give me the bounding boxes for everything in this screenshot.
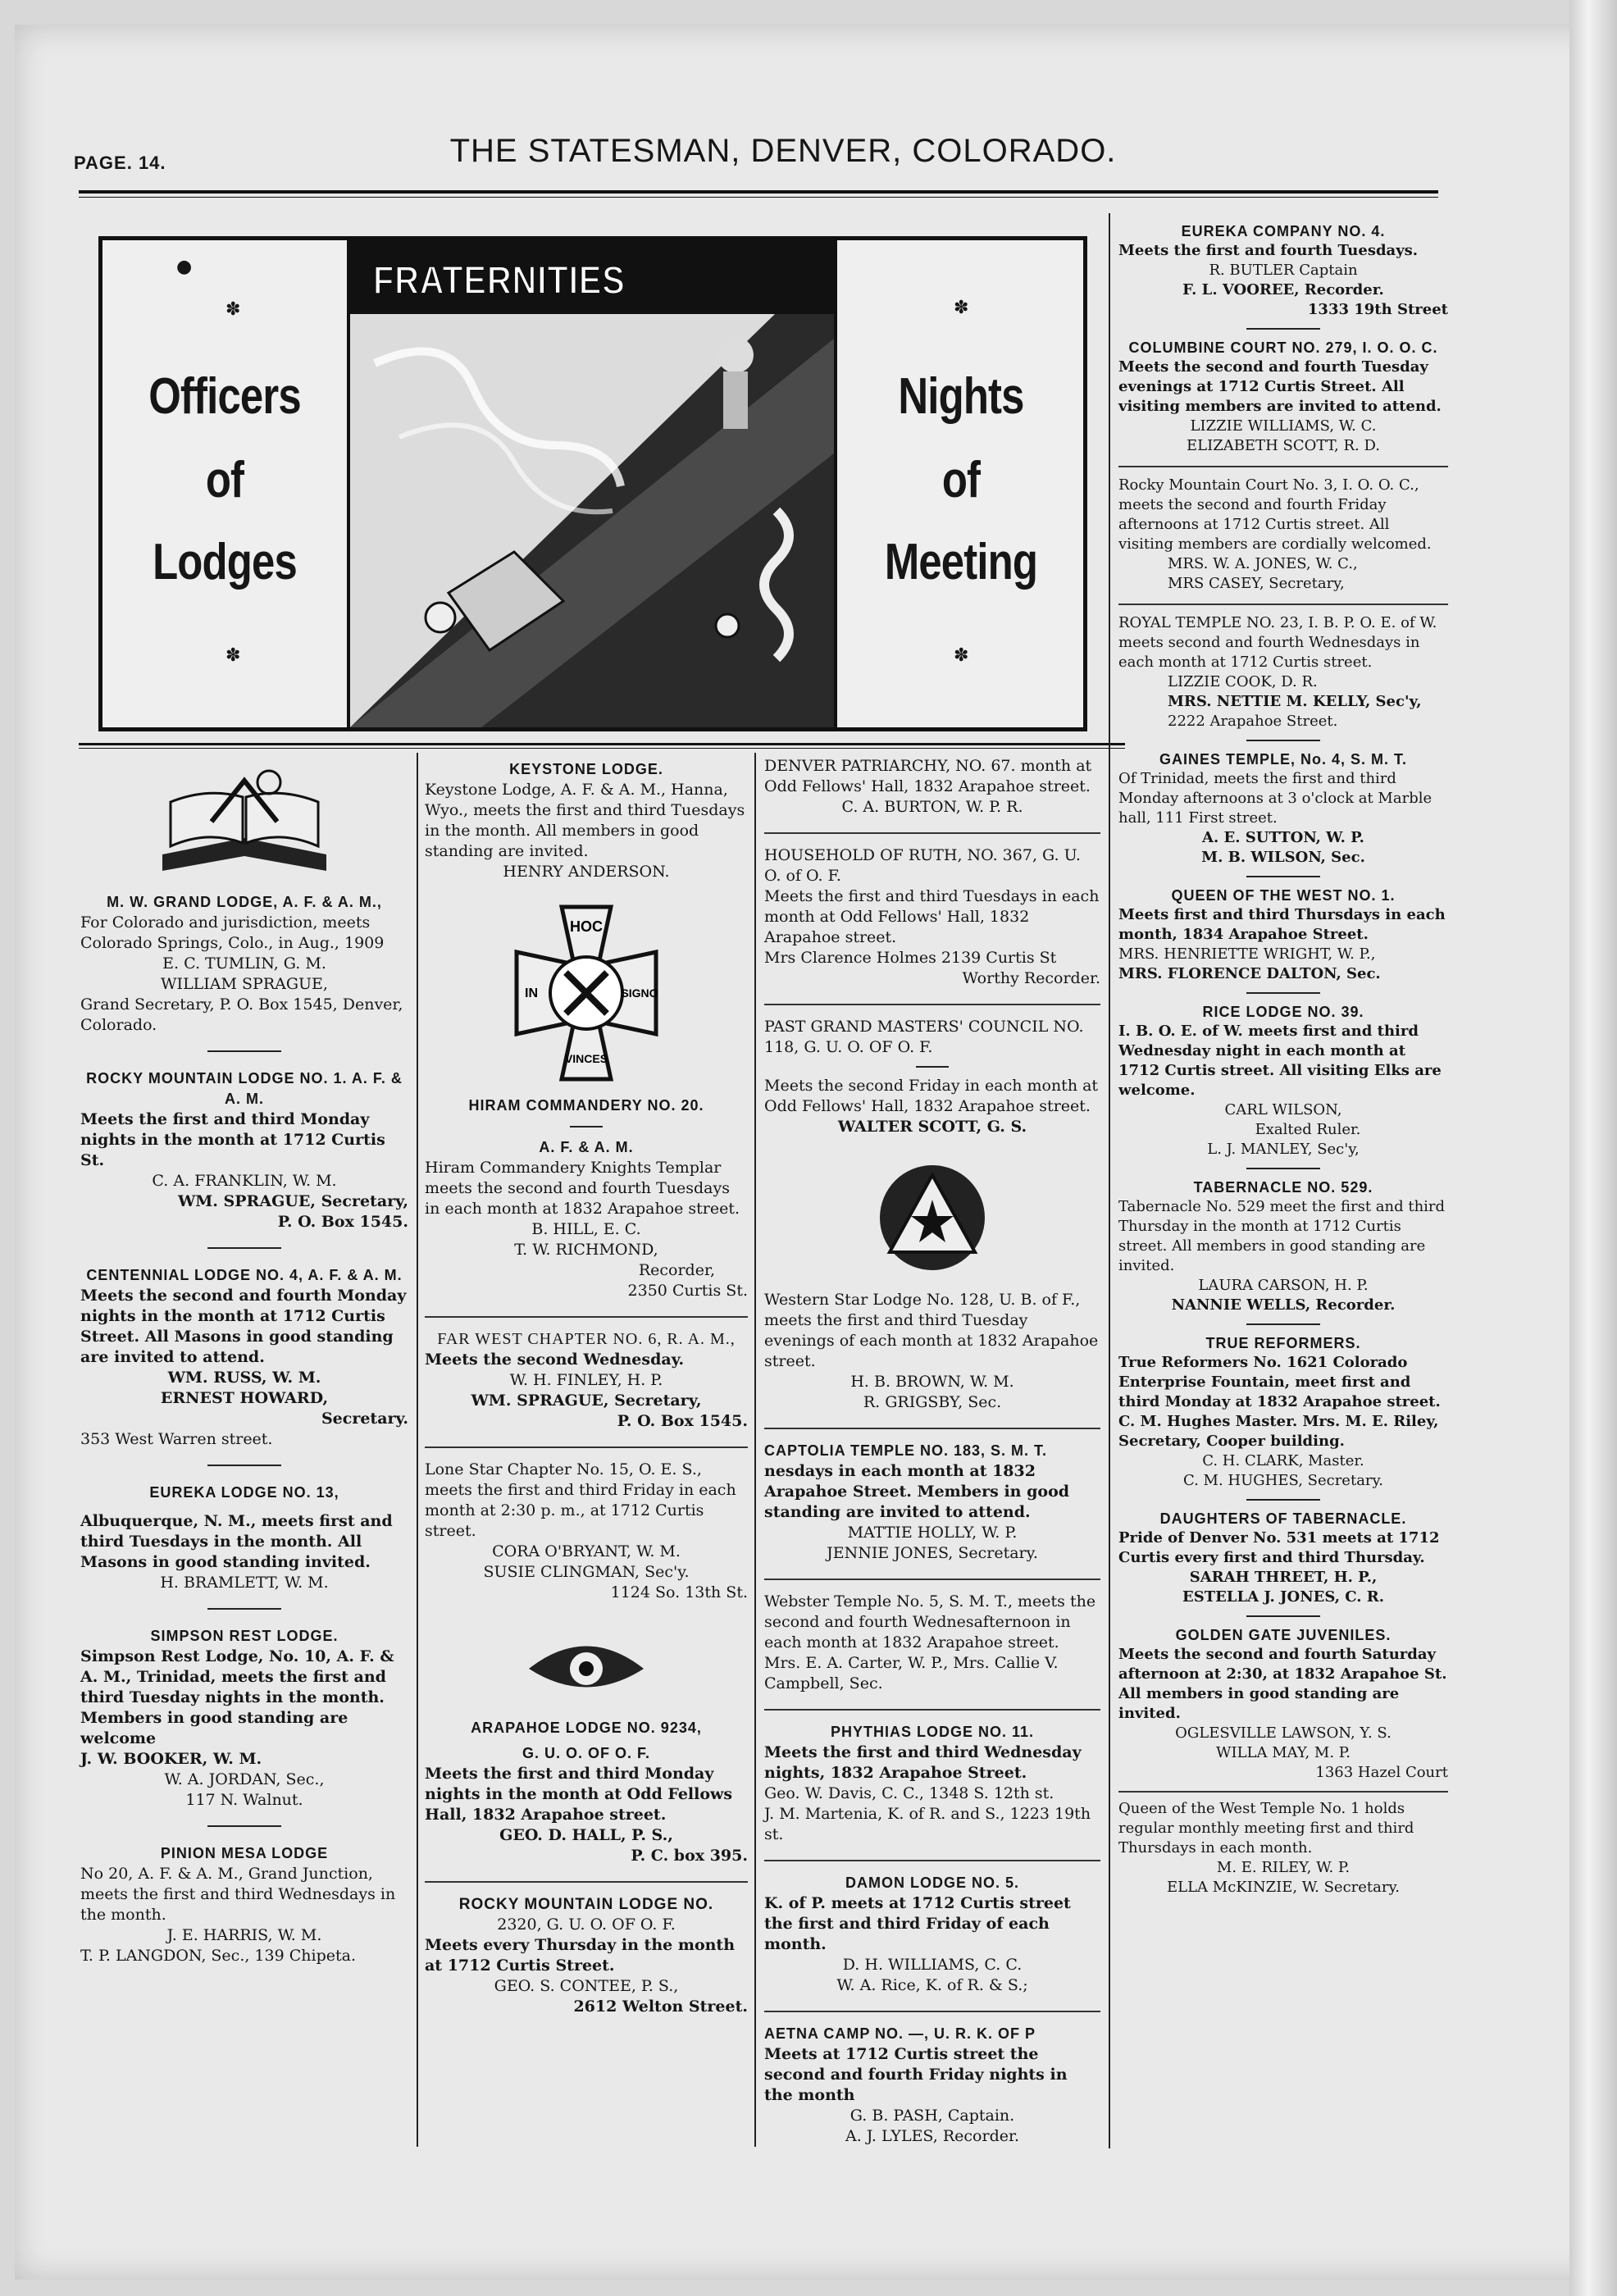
divider xyxy=(207,1825,281,1827)
officer: P. O. Box 1545. xyxy=(617,1412,748,1430)
officer: D. H. WILLIAMS, C. C. xyxy=(842,1956,1023,1974)
head-rule-thin xyxy=(79,197,1438,198)
officer: WM. RUSS, W. M. xyxy=(167,1369,321,1387)
listing xyxy=(425,1329,748,1432)
listing xyxy=(1118,1509,1448,1607)
fraternities-banner xyxy=(98,236,1087,731)
listing-body: K. of P. meets at 1712 Curtis street the first and third Friday of each month. xyxy=(764,1894,1071,1953)
listing-body: I. B. O. E. of W. meets first and third Wednesday night in each month at 1712 Curtis street. All visiting Elks are welcome. xyxy=(1118,1023,1442,1099)
officer: 1333 19th Street xyxy=(1307,301,1448,318)
officer: ELLA McKINZIE, W. Secretary. xyxy=(1167,1879,1400,1896)
emblem-text: HOC xyxy=(570,918,603,935)
listing-body: Tabernacle No. 529 meet the first and third Thursday in the month at 1712 Curtis street. All members in good standing are invited. xyxy=(1118,1198,1446,1274)
listing-title: PHYTHIAS LODGE NO. 11. xyxy=(830,1724,1035,1740)
listing-body: Meets the first and third Monday nights in the month at 1712 Curtis St. xyxy=(80,1110,385,1169)
column-2 xyxy=(425,759,748,2017)
emblem-text: SIGNO xyxy=(621,986,658,1000)
divider xyxy=(1118,1791,1448,1793)
divider xyxy=(1246,328,1320,330)
listing-title: COLUMBINE COURT NO. 279, I. O. O. C. xyxy=(1128,339,1438,356)
divider xyxy=(1118,466,1448,467)
listing-body: Pride of Denver No. 531 meets at 1712 Curtis every first and third Thursday. xyxy=(1118,1529,1440,1566)
banner-title: FRATERNITIES xyxy=(373,259,626,303)
officer: P. C. box 395. xyxy=(631,1847,748,1865)
divider xyxy=(425,1881,748,1883)
listing-title: KEYSTONE LODGE. xyxy=(509,761,663,777)
listing-body: No 20, A. F. & A. M., Grand Junction, meets the first and third Wednesdays in the month. xyxy=(80,1865,396,1924)
listing xyxy=(764,1873,1100,1996)
listing-body: Simpson Rest Lodge, No. 10, A. F. & A. M., Trinidad, meets the first and third Tuesday nights in the month. Members in good standing are welcome xyxy=(80,1647,394,1747)
listing-body: For Colorado and jurisdiction, meets Colorado Springs, Colo., in Aug., 1909 xyxy=(80,913,385,952)
listing-body: nesdays in each month at 1832 Arapahoe Street. Members in good standing are invited to attend. xyxy=(764,1462,1070,1521)
listing-title: HIRAM COMMANDERY NO. 20. xyxy=(468,1097,704,1114)
page-number: PAGE. 14. xyxy=(74,153,166,173)
officer: Worthy Recorder. xyxy=(962,969,1100,987)
divider xyxy=(1246,992,1320,994)
listing-title: EUREKA LODGE NO. 13, xyxy=(149,1484,339,1501)
listing xyxy=(425,759,748,882)
listing xyxy=(764,2024,1100,2147)
listing-subtitle: A. F. & A. M. xyxy=(539,1139,634,1155)
banner-word: Nights xyxy=(898,368,1024,425)
masthead: THE STATESMAN, DENVER, COLORADO. xyxy=(449,133,1117,169)
divider xyxy=(916,1066,949,1068)
emblem-text: VINCES xyxy=(564,1052,608,1065)
officer: MRS. HENRIETTE WRIGHT, W. P., xyxy=(1118,945,1376,963)
listing-title: DAMON LODGE NO. 5. xyxy=(845,1875,1019,1891)
divider xyxy=(207,1247,281,1249)
listing xyxy=(1118,338,1448,456)
all-seeing-eye-icon xyxy=(525,1628,648,1702)
listing-body: True Reformers No. 1621 Colorado Enterprise Fountain, meet first and third Monday at 1832 Arapahoe street. C. M. Hughes Master. Mrs. M. E. Riley, Secretary, Cooper building. xyxy=(1118,1354,1441,1450)
skull-icon xyxy=(426,603,455,632)
divider xyxy=(1246,1615,1320,1617)
listing-body: ROYAL TEMPLE NO. 23, I. B. P. O. E. of W. meets second and fourth Wednesdays in each month at 1712 Curtis street. xyxy=(1118,614,1437,671)
divider xyxy=(764,1428,1100,1429)
officer: L. J. MANLEY, Sec'y, xyxy=(1207,1141,1360,1158)
officer: M. E. RILEY, W. P. xyxy=(1216,1859,1351,1876)
divider xyxy=(425,1446,748,1448)
officer: MATTIE HOLLY, W. P. xyxy=(847,1524,1018,1542)
officer: 2612 Welton Street. xyxy=(573,1998,748,2016)
divider xyxy=(425,1316,748,1318)
officer: C. M. HUGHES, Secretary. xyxy=(1182,1472,1384,1489)
listing xyxy=(764,1290,1100,1413)
banner-left-panel xyxy=(102,240,347,727)
officer: Mrs Clarence Holmes 2139 Curtis St xyxy=(764,949,1057,967)
listing xyxy=(1118,221,1448,320)
officer: SARAH THREET, H. P., xyxy=(1189,1569,1378,1586)
knights-templar-cross-icon xyxy=(500,899,672,1087)
officer: J. W. BOOKER, W. M. xyxy=(80,1750,262,1768)
listing-subtitle: 2320, G. U. O. OF O. F. xyxy=(497,1916,676,1934)
listing xyxy=(80,1068,408,1232)
officer: E. C. TUMLIN, G. M. xyxy=(162,954,326,973)
officer: LAURA CARSON, H. P. xyxy=(1198,1277,1369,1294)
column-rule xyxy=(417,753,418,2147)
officer: MRS CASEY, Secretary, xyxy=(1168,575,1345,592)
listing xyxy=(1118,1002,1448,1159)
officer: JENNIE JONES, Secretary. xyxy=(827,1544,1038,1562)
officer: MRS. W. A. JONES, W. C., xyxy=(1168,555,1358,572)
officer: R. GRIGSBY, Sec. xyxy=(863,1393,1002,1411)
officer: G. B. PASH, Captain. xyxy=(849,2107,1015,2125)
ornament-icon: ● xyxy=(176,257,193,277)
listing-body: Meets the first and third Wednesday nights, 1832 Arapahoe Street. xyxy=(764,1743,1082,1782)
officer: W. H. FINLEY, H. P. xyxy=(509,1371,663,1389)
officer: B. HILL, E. C. xyxy=(531,1220,641,1238)
banner-word: Lodges xyxy=(153,534,297,590)
western-star-emblem-icon xyxy=(875,1160,990,1275)
listing xyxy=(425,1894,748,2017)
divider xyxy=(764,832,1100,834)
banner-right-panel xyxy=(839,240,1083,727)
officer: ESTELLA J. JONES, C. R. xyxy=(1182,1588,1385,1606)
banner-word: Officers xyxy=(148,368,301,425)
listing-title: PINION MESA LODGE xyxy=(160,1845,329,1861)
divider xyxy=(764,1860,1100,1861)
officer: Exalted Ruler. xyxy=(1255,1121,1361,1138)
listing-body: Meets the second and fourth Saturday afternoon at 2:30, at 1832 Arapahoe St. All members in good standing are invited. xyxy=(1118,1646,1447,1722)
officer: WM. SPRAGUE, Secretary, xyxy=(177,1192,408,1210)
listing-title: ARAPAHOE LODGE NO. 9234, xyxy=(471,1720,702,1736)
officer: NANNIE WELLS, Recorder. xyxy=(1171,1296,1396,1314)
officer: Recorder, xyxy=(638,1261,715,1279)
listing xyxy=(425,1718,748,1866)
fraternities-illustration xyxy=(347,240,837,727)
listing xyxy=(1118,1625,1448,1783)
officer: A. E. SUTTON, W. P. xyxy=(1202,829,1364,846)
listing-body: Meets the second and fourth Monday nights in the month at 1712 Curtis Street. All Masons in good standing are invited to attend. xyxy=(80,1287,407,1366)
column-rule xyxy=(754,753,756,2147)
banner-rule-thin xyxy=(79,748,1125,749)
listing-body: Keystone Lodge, A. F. & A. M., Hanna, Wyo., meets the first and third Tuesdays in the month. All members in good standing are invited. xyxy=(425,781,745,860)
officer: F. L. VOOREE, Recorder. xyxy=(1182,281,1384,298)
listing xyxy=(764,1592,1100,1694)
column-rule xyxy=(1109,213,1110,2148)
listing xyxy=(764,845,1100,989)
listing-body: Hiram Commandery Knights Templar meets the second and fourth Tuesdays in each month at 1832 Arapahoe street. xyxy=(425,1159,740,1218)
listing xyxy=(1118,1333,1448,1491)
officer: WALTER SCOTT, G. S. xyxy=(837,1118,1027,1136)
officer: 2350 Curtis St. xyxy=(627,1282,748,1300)
divider xyxy=(764,1709,1100,1711)
divider xyxy=(207,1608,281,1610)
listing-body: Lone Star Chapter No. 15, O. E. S., meets the first and third Friday in each month at 2:30 p. m., at 1712 Curtis street. xyxy=(425,1460,736,1540)
officer: C. A. FRANKLIN, W. M. xyxy=(152,1172,337,1190)
listing-body: Meets first and third Thursdays in each month, 1834 Arapahoe Street. xyxy=(1118,906,1446,943)
officer: MRS. NETTIE M. KELLY, Sec'y, xyxy=(1168,693,1422,710)
officer: WM. SPRAGUE, Secretary, xyxy=(471,1392,702,1410)
officer: C. H. CLARK, Master. xyxy=(1202,1452,1364,1469)
listing xyxy=(1118,886,1448,984)
listing-title: CENTENNIAL LODGE NO. 4, A. F. & A. M. xyxy=(86,1267,403,1283)
listing-title: TRUE REFORMERS. xyxy=(1205,1335,1361,1351)
officer: M. B. WILSON, Sec. xyxy=(1201,849,1365,866)
officer: W. A. JORDAN, Sec., xyxy=(164,1770,325,1788)
listing-title: AETNA CAMP NO. —, U. R. K. OF P xyxy=(764,2025,1036,2042)
skull-icon xyxy=(716,614,739,637)
officer: WILLA MAY, M. P. xyxy=(1215,1744,1351,1761)
officer: Grand Secretary, P. O. Box 1545, Denver, Colorado. xyxy=(80,995,403,1034)
officer: 2222 Arapahoe Street. xyxy=(1168,713,1338,730)
officer: W. A. Rice, K. of R. & S.; xyxy=(836,1976,1028,1994)
officer: H. B. BROWN, W. M. xyxy=(850,1373,1014,1391)
open-bible-icon xyxy=(146,764,343,887)
divider xyxy=(764,2011,1100,2012)
listing-body: Albuquerque, N. M., meets first and third Tuesdays in the month. All Masons in good standing invited. xyxy=(80,1512,393,1571)
officer: WILLIAM SPRAGUE, xyxy=(161,975,328,993)
listing-title: M. W. GRAND LODGE, A. F. & A. M., xyxy=(107,894,382,910)
listing-title: CAPTOLIA TEMPLE NO. 183, S. M. T. xyxy=(764,1442,1048,1459)
officer: Secretary. xyxy=(321,1410,408,1428)
listing-title: GAINES TEMPLE, No. 4, S. M. T. xyxy=(1159,751,1408,768)
banner-word: Meeting xyxy=(884,534,1038,590)
listing xyxy=(1118,613,1448,731)
divider xyxy=(1246,740,1320,741)
figure-icon xyxy=(717,337,754,373)
listing-body: Meets every Thursday in the month at 1712 Curtis Street. xyxy=(425,1936,736,1975)
officer: H. BRAMLETT, W. M. xyxy=(160,1574,329,1592)
column-3 xyxy=(764,756,1100,2147)
listing-title: DAUGHTERS OF TABERNACLE. xyxy=(1159,1510,1407,1527)
officer: P. O. Box 1545. xyxy=(277,1213,408,1231)
officer: Geo. W. Davis, C. C., 1348 S. 12th st. xyxy=(764,1784,1054,1802)
listing-title: QUEEN OF THE WEST NO. 1. xyxy=(1171,887,1396,904)
divider xyxy=(1246,1168,1320,1169)
officer: LIZZIE WILLIAMS, W. C. xyxy=(1190,417,1377,435)
divider xyxy=(207,1050,281,1052)
listing xyxy=(80,1626,408,1811)
officer: 353 West Warren street. xyxy=(80,1430,273,1448)
officer: ELIZABETH SCOTT, R. D. xyxy=(1186,437,1380,454)
officer: CORA O'BRYANT, W. M. xyxy=(492,1542,681,1560)
listing-title: ROCKY MOUNTAIN LODGE NO. 1. A. F. & A. M. xyxy=(86,1070,403,1107)
listing-subtitle: G. U. O. OF O. F. xyxy=(522,1745,650,1761)
listing xyxy=(80,1265,408,1450)
head-rule xyxy=(79,190,1438,194)
divider xyxy=(1246,1499,1320,1501)
officer: 117 N. Walnut. xyxy=(185,1791,303,1809)
listing xyxy=(1118,476,1448,594)
ornament-icon: ✽ xyxy=(225,299,241,320)
listing-title: SIMPSON REST LODGE. xyxy=(150,1628,339,1644)
listing-body: Meets the second and fourth Tuesday evenings at 1712 Curtis Street. All visiting members are invited to attend. xyxy=(1118,358,1442,415)
officer: A. J. LYLES, Recorder. xyxy=(845,2127,1020,2145)
listing xyxy=(425,1096,748,1301)
listing-title: RICE LODGE NO. 39. xyxy=(1202,1004,1364,1020)
listing xyxy=(80,1843,408,1966)
officer: R. BUTLER Captain xyxy=(1209,262,1358,279)
listing xyxy=(1118,749,1448,868)
officer: T. W. RICHMOND, xyxy=(514,1241,658,1259)
officer: C. A. BURTON, W. P. R. xyxy=(841,798,1023,816)
listing-title: TABERNACLE NO. 529. xyxy=(1193,1179,1373,1196)
listing-title: ROCKY MOUNTAIN LODGE NO. xyxy=(458,1896,714,1913)
officer: 1124 So. 13th St. xyxy=(610,1583,748,1601)
listing-title: EUREKA COMPANY NO. 4. xyxy=(1181,223,1386,239)
listing xyxy=(80,892,408,1036)
listing-body: DENVER PATRIARCHY, NO. 67. month at Odd Fellows' Hall, 1832 Arapahoe street. xyxy=(764,757,1092,795)
officer: HENRY ANDERSON. xyxy=(503,863,670,881)
listing xyxy=(80,1483,408,1593)
divider xyxy=(1118,604,1448,605)
officer: SUSIE CLINGMAN, Sec'y. xyxy=(483,1563,690,1581)
officer: CARL WILSON, xyxy=(1224,1101,1342,1118)
running-head xyxy=(74,133,1435,182)
listing-body: Western Star Lodge No. 128, U. B. of F., meets the first and third Tuesday evenings of each month at 1832 Arapahoe street. xyxy=(764,1291,1099,1370)
listing-body: Queen of the West Temple No. 1 holds regular monthly meeting first and third Thursdays in each month. xyxy=(1118,1800,1414,1856)
listing xyxy=(764,756,1100,818)
listing-title: GOLDEN GATE JUVENILES. xyxy=(1175,1627,1392,1643)
ornament-icon: ✽ xyxy=(954,645,969,666)
listing xyxy=(764,1017,1100,1137)
listing-body: Meets the second Friday in each month at Odd Fellows' Hall, 1832 Arapahoe street. xyxy=(764,1077,1099,1115)
listing-title: FAR WEST CHAPTER NO. 6, R. A. M., xyxy=(437,1330,736,1348)
listing-body: Of Trinidad, meets the first and third Monday afternoons at 3 o'clock at Marble hall, 111 First street. xyxy=(1118,770,1433,827)
divider xyxy=(764,1004,1100,1005)
listing xyxy=(764,1441,1100,1564)
listing xyxy=(1118,1799,1448,1897)
officer: GEO. D. HALL, P. S., xyxy=(499,1826,673,1844)
column-1 xyxy=(80,759,408,1966)
listing-body: Meets the second Wednesday. xyxy=(425,1351,685,1369)
listing-title: PAST GRAND MASTERS' COUNCIL NO. 118, G. U. O. OF O. F. xyxy=(764,1018,1084,1056)
page-edge xyxy=(1569,0,1617,2296)
listing xyxy=(425,1460,748,1603)
officer: 1363 Hazel Court xyxy=(1315,1764,1448,1781)
column-4 xyxy=(1118,221,1448,1897)
officer: MRS. FLORENCE DALTON, Sec. xyxy=(1118,965,1381,982)
officer: GEO. S. CONTEE, P. S., xyxy=(494,1977,679,1995)
divider xyxy=(570,1126,603,1128)
banner-word: of xyxy=(205,452,244,508)
listing-body: Webster Temple No. 5, S. M. T., meets the second and fourth Wednesafternoon in each month at 1832 Arapahoe street. Mrs. E. A. Carter, W. P., Mrs. Callie V. Campbell, Sec. xyxy=(764,1592,1096,1692)
ornament-icon: ✽ xyxy=(954,298,969,318)
banner-rule xyxy=(79,743,1125,745)
divider xyxy=(1246,1323,1320,1325)
officer: LIZZIE COOK, D. R. xyxy=(1168,673,1318,690)
divider xyxy=(764,1578,1100,1580)
listing-body: Rocky Mountain Court No. 3, I. O. O. C., meets the second and fourth Friday afternoons at 1712 Curtis street. All visiting members are cordially welcomed. xyxy=(1118,476,1432,553)
listing xyxy=(764,1722,1100,1845)
illustration-art xyxy=(350,240,834,727)
ornament-icon: ✽ xyxy=(225,645,241,666)
listing-body: Meets the first and third Monday nights in the month at Odd Fellows Hall, 1832 Arapahoe street. xyxy=(425,1765,733,1824)
emblem-text: IN xyxy=(525,986,538,1000)
listing-body: Meets the first and fourth Tuesdays. xyxy=(1118,242,1419,259)
officer: T. P. LANGDON, Sec., 139 Chipeta. xyxy=(80,1947,356,1965)
banner-word: of xyxy=(941,452,981,508)
officer: ERNEST HOWARD, xyxy=(160,1389,329,1407)
listing-body: Meets the first and third Tuesdays in each month at Odd Fellows' Hall, 1832 Arapahoe street. xyxy=(764,887,1100,946)
officer: OGLESVILLE LAWSON, Y. S. xyxy=(1175,1724,1392,1742)
listing xyxy=(1118,1178,1448,1315)
divider xyxy=(1246,876,1320,877)
officer: J. E. HARRIS, W. M. xyxy=(166,1926,322,1944)
listing-body: Meets at 1712 Curtis street the second and fourth Friday nights in the month xyxy=(764,2045,1068,2104)
officer: J. M. Martenia, K. of R. and S., 1223 19th st. xyxy=(764,1805,1091,1843)
listing-title: HOUSEHOLD OF RUTH, NO. 367, G. U. O. of O. F. xyxy=(764,846,1081,885)
divider xyxy=(207,1465,281,1466)
